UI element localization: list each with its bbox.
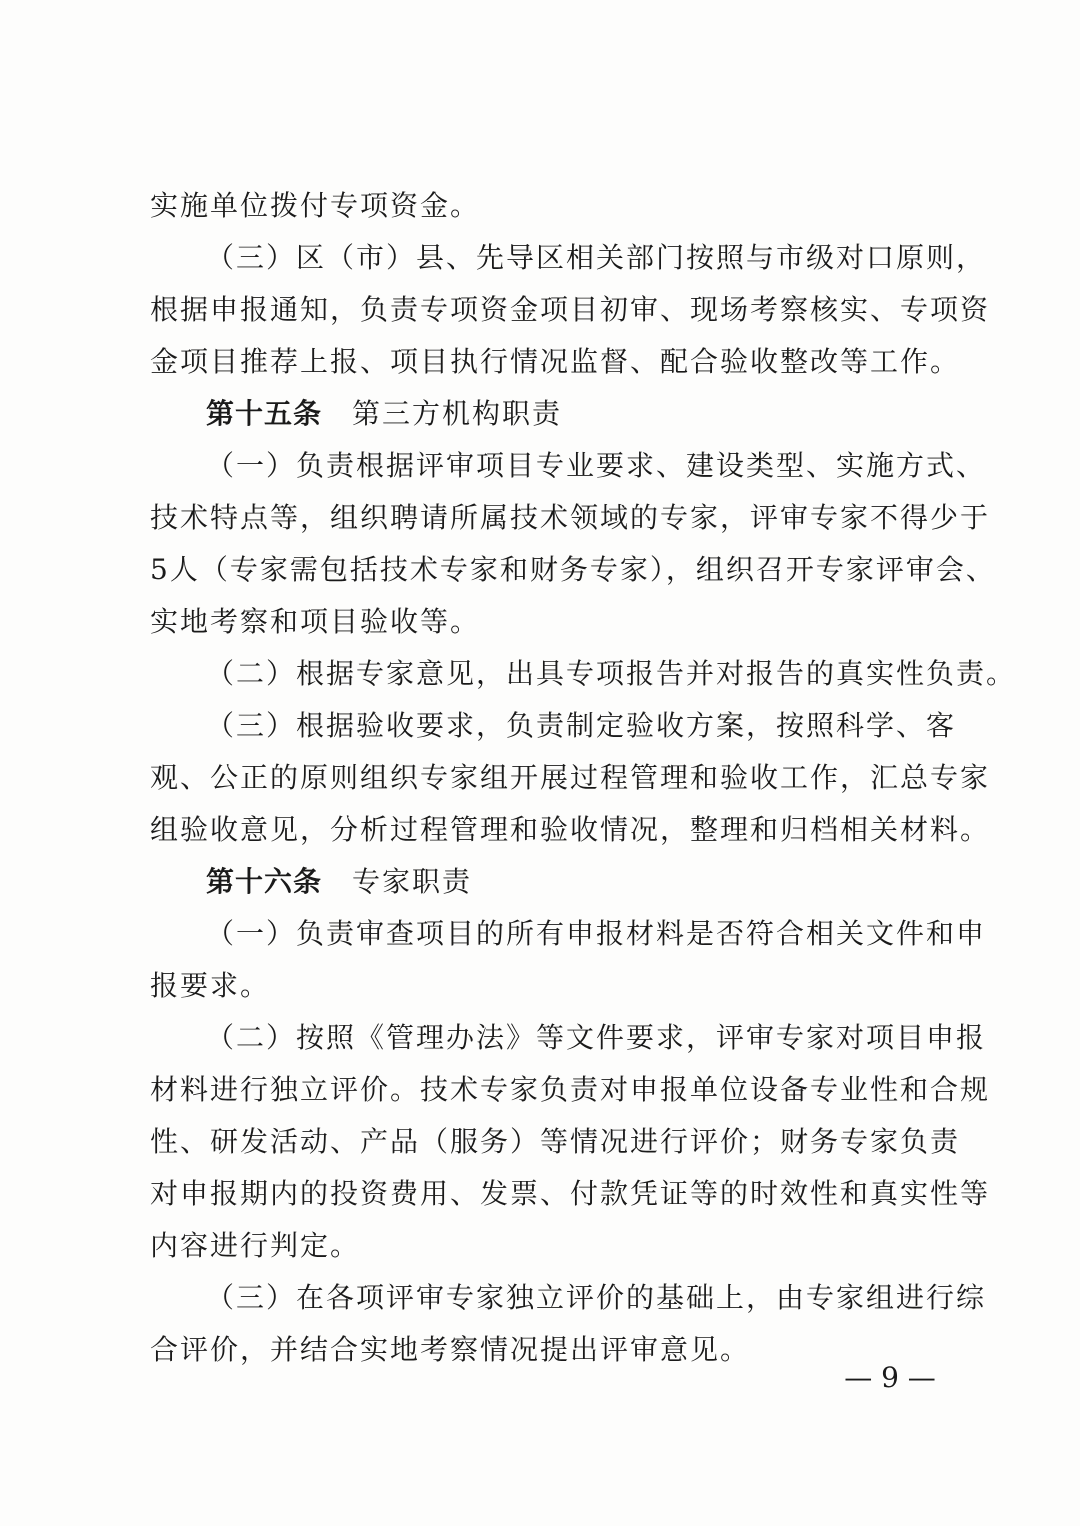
article-title: 第三方机构职责	[352, 397, 563, 430]
page-number: — 9 —	[844, 1361, 936, 1394]
article-heading	[206, 862, 950, 902]
text-line: （三）根据验收要求，负责制定验收方案，按照科学、客	[206, 709, 957, 742]
text-line: 内容进行判定。	[150, 1229, 361, 1262]
text-line: 合评价，并结合实地考察情况提出评审意见。	[150, 1333, 751, 1366]
text-line: 实施单位拨付专项资金。	[150, 189, 481, 222]
text-line: 对申报期内的投资费用、发票、付款凭证等的时效性和真实性等	[150, 1177, 991, 1210]
text-line: 根据申报通知，负责专项资金项目初审、现场考察核实、专项资	[150, 293, 991, 326]
text-line: 材料进行独立评价。技术专家负责对申报单位设备专业性和合规	[150, 1073, 991, 1106]
text-line: （一）负责审查项目的所有申报材料是否符合相关文件和申	[206, 917, 987, 950]
article-number: 第十五条	[206, 397, 323, 430]
text-line: （二）根据专家意见，出具专项报告并对报告的真实性负责。	[206, 657, 1017, 690]
text-line: （三）在各项评审专家独立评价的基础上，由专家组进行综	[206, 1281, 987, 1314]
text-line: 报要求。	[150, 969, 271, 1002]
text-line: （二）按照《管理办法》等文件要求，评审专家对项目申报	[206, 1021, 987, 1054]
text-line: 观、公正的原则组织专家组开展过程管理和验收工作，汇总专家	[150, 761, 991, 794]
text-line: 组验收意见，分析过程管理和验收情况，整理和归档相关材料。	[150, 813, 991, 846]
text-line: 5人（专家需包括技术专家和财务专家），组织召开专家评审会、	[150, 553, 996, 586]
text-line: 金项目推荐上报、项目执行情况监督、配合验收整改等工作。	[150, 345, 961, 378]
article-heading	[206, 394, 950, 434]
article-title: 专家职责	[352, 865, 473, 898]
text-line: 性、研发活动、产品（服务）等情况进行评价；财务专家负责	[150, 1125, 961, 1158]
text-line: 技术特点等，组织聘请所属技术领域的专家，评审专家不得少于	[150, 501, 991, 534]
text-line: （一）负责根据评审项目专业要求、建设类型、实施方式、	[206, 449, 987, 482]
text-line: 实地考察和项目验收等。	[150, 605, 481, 638]
article-number: 第十六条	[206, 865, 323, 898]
text-line: （三）区（市）县、先导区相关部门按照与市级对口原则，	[206, 241, 987, 274]
